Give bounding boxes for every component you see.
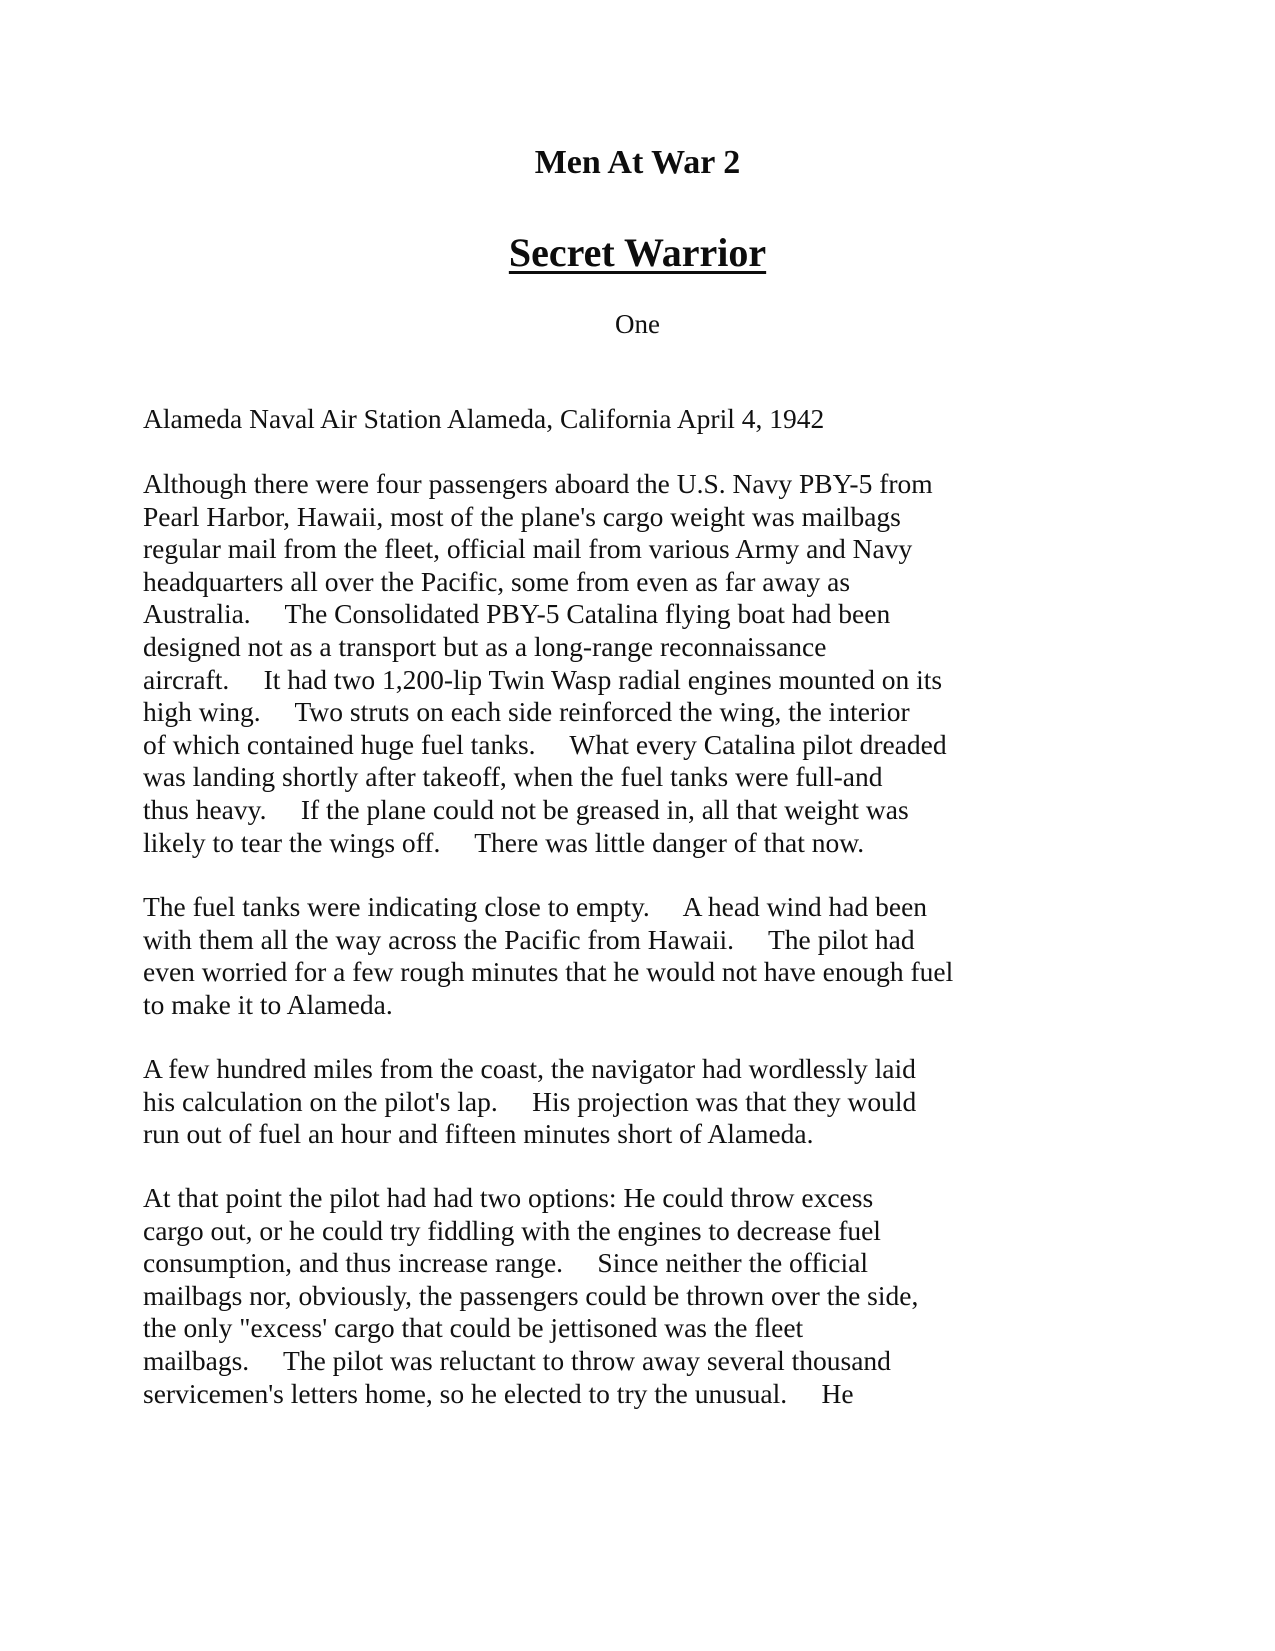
dateline bbox=[143, 403, 1143, 436]
paragraph-line: regular mail from the fleet, official mail from various Army and Navy bbox=[143, 533, 913, 565]
paragraph-line: even worried for a few rough minutes that he would not have enough fuel bbox=[143, 956, 954, 988]
paragraph-line: likely to tear the wings off. There was little danger of that now. bbox=[143, 826, 865, 858]
dateline-text: Alameda Naval Air Station Alameda, California April 4, 1942 bbox=[143, 403, 825, 434]
paragraph-line: run out of fuel an hour and fifteen minutes short of Alameda. bbox=[143, 1118, 814, 1150]
paragraph-line: headquarters all over the Pacific, some from even as far away as bbox=[143, 565, 851, 597]
paragraph-line: servicemen's letters home, so he elected to try the unusual. He bbox=[143, 1377, 854, 1409]
paragraph-1 bbox=[143, 468, 1143, 859]
paragraph-line: high wing. Two struts on each side reinforced the wing, the interior bbox=[143, 696, 910, 728]
paragraph-line: designed not as a transport but as a long-range reconnaissance bbox=[143, 630, 827, 662]
paragraph-line: At that point the pilot had had two options: He could throw excess bbox=[143, 1182, 874, 1213]
paragraph-line: to make it to Alameda. bbox=[143, 988, 393, 1020]
paragraph-line: cargo out, or he could try fiddling with the engines to decrease fuel bbox=[143, 1214, 881, 1246]
paragraph-line: of which contained huge fuel tanks. What every Catalina pilot dreaded bbox=[143, 728, 947, 760]
paragraph-line: A few hundred miles from the coast, the navigator had wordlessly laid bbox=[143, 1053, 916, 1084]
paragraph-line: his calculation on the pilot's lap. His projection was that they would bbox=[143, 1085, 917, 1117]
book-title-text: Secret Warrior bbox=[508, 230, 767, 275]
paragraph-line: Australia. The Consolidated PBY-5 Catalina flying boat had been bbox=[143, 598, 891, 630]
series-title: Men At War 2 bbox=[534, 144, 741, 181]
paragraph-2 bbox=[143, 891, 1143, 1021]
paragraph-line: was landing shortly after takeoff, when the fuel tanks were full-and bbox=[143, 761, 883, 793]
paragraph-line: Pearl Harbor, Hawaii, most of the plane's cargo weight was mailbags bbox=[143, 500, 901, 532]
paragraph-line: thus heavy. If the plane could not be greased in, all that weight was bbox=[143, 793, 909, 825]
paragraph-line: with them all the way across the Pacific from Hawaii. The pilot had bbox=[143, 923, 915, 955]
paragraph-3 bbox=[143, 1053, 1143, 1151]
paragraph-4 bbox=[143, 1182, 1143, 1410]
paragraph-line: the only "excess' cargo that could be jettisoned was the fleet bbox=[143, 1312, 804, 1344]
paragraph-line: aircraft. It had two 1,200-lip Twin Wasp radial engines mounted on its bbox=[143, 663, 943, 695]
book-title bbox=[0, 228, 1275, 278]
paragraph-line: mailbags. The pilot was reluctant to throw away several thousand bbox=[143, 1344, 891, 1376]
paragraph-line: Although there were four passengers aboard the U.S. Navy PBY-5 from bbox=[143, 468, 933, 499]
paragraph-line: The fuel tanks were indicating close to empty. A head wind had been bbox=[143, 891, 928, 922]
paragraph-line: mailbags nor, obviously, the passengers could be thrown over the side, bbox=[143, 1279, 919, 1311]
chapter-heading: One bbox=[615, 309, 660, 339]
paragraph-line: consumption, and thus increase range. Since neither the official bbox=[143, 1247, 868, 1279]
